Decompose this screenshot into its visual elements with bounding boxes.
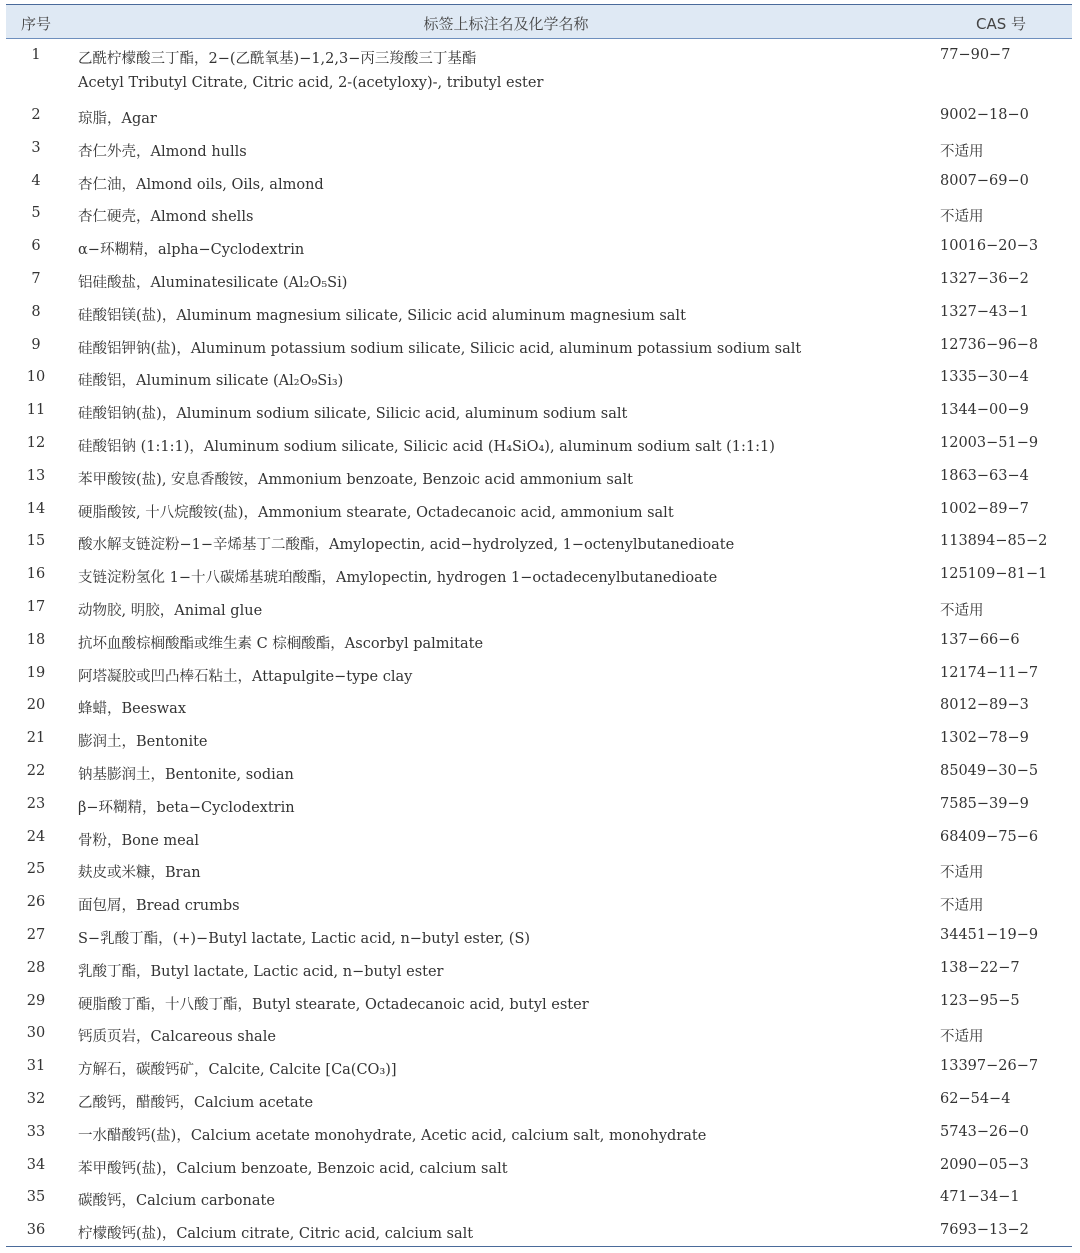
row-cas: 不适用: [940, 209, 984, 226]
row-number: 22: [26, 762, 46, 779]
row-name: 铝硅酸盐，Aluminatesilicate (Al₂O₅Si): [78, 274, 348, 291]
row-cas: 125109−81−1: [940, 566, 1048, 583]
row-number: 30: [26, 1025, 46, 1042]
row-cas: 123−95−5: [940, 992, 1020, 1009]
row-number: 12: [26, 434, 46, 451]
row-number: 8: [31, 303, 41, 320]
row-number: 7: [31, 270, 41, 287]
table-row: [6, 853, 1072, 886]
row-name: 乙酰柠檬酸三丁酯，2−(乙酰氧基)−1,2,3−丙三羧酸三丁基酯: [78, 51, 477, 67]
row-cas: 12003−51−9: [940, 434, 1039, 451]
table-row: [6, 361, 1072, 394]
header-cas: CAS 号: [975, 15, 1027, 33]
table-row: [6, 263, 1072, 296]
table-row: [6, 1149, 1072, 1182]
table-row: [6, 1050, 1072, 1083]
row-number: 23: [26, 795, 46, 812]
row-name: 钙质页岩，Calcareous shale: [78, 1029, 276, 1046]
row-cas: 不适用: [940, 898, 984, 915]
table-row: [6, 624, 1072, 657]
row-number: 9: [31, 336, 41, 353]
table-row: [6, 1214, 1072, 1247]
row-cas: 不适用: [940, 1029, 984, 1046]
row-cas: 不适用: [940, 143, 984, 160]
row-name: 面包屑，Bread crumbs: [78, 898, 240, 915]
row-cas: 77−90−7: [940, 47, 1011, 63]
row-cas: 5743−26−0: [940, 1123, 1029, 1140]
table-row: [6, 886, 1072, 919]
row-number: 13: [26, 467, 46, 484]
row-number: 25: [26, 861, 46, 878]
row-cas: 471−34−1: [940, 1189, 1020, 1206]
row-name: 乳酸丁酯，Butyl lactate, Lactic acid, n−butyl ester: [78, 963, 444, 980]
table-row: [6, 525, 1072, 558]
row-number: 5: [31, 205, 41, 222]
table-row: [6, 39, 1072, 99]
table-row: [6, 132, 1072, 165]
table-row: [6, 919, 1072, 952]
table-row: [6, 1181, 1072, 1214]
row-number: 14: [26, 500, 46, 517]
row-cas: 不适用: [940, 602, 984, 619]
table-row: [6, 755, 1072, 788]
row-name: 碳酸钙，Calcium carbonate: [78, 1193, 275, 1210]
row-cas: 1302−78−9: [940, 730, 1029, 747]
table-row: [6, 788, 1072, 821]
row-name: 阿塔凝胶或凹凸棒石粘土，Attapulgite−type clay: [78, 668, 413, 685]
table-row: [6, 1083, 1072, 1116]
row-name: 杏仁硬壳，Almond shells: [78, 209, 254, 226]
table-row: [6, 230, 1072, 263]
row-name: 抗坏血酸棕榈酸酯或维生素 C 棕榈酸酯，Ascorbyl palmitate: [78, 635, 484, 652]
row-cas: 85049−30−5: [940, 762, 1039, 779]
row-number: 6: [31, 238, 41, 255]
row-name: 动物胶, 明胶，Animal glue: [78, 602, 263, 619]
row-number: 35: [26, 1189, 46, 1206]
row-cas: 8012−89−3: [940, 697, 1029, 714]
row-name: 硬脂酸丁酯，十八酸丁酯，Butyl stearate, Octadecanoic acid, butyl ester: [78, 996, 589, 1013]
table-header: [6, 4, 1072, 39]
row-name: 麸皮或米糠，Bran: [78, 865, 201, 882]
table-body: [6, 39, 1072, 1247]
table-row: [6, 296, 1072, 329]
row-name: 硅酸铝钠 (1:1:1)，Aluminum sodium silicate, Silicic acid (H₄SiO₄), aluminum sodium salt (1:1:1): [78, 438, 775, 455]
row-cas: 1863−63−4: [940, 467, 1029, 484]
row-name: 硅酸铝钠(盐)，Aluminum sodium silicate, Silicic acid, aluminum sodium salt: [78, 406, 628, 423]
row-number: 24: [26, 828, 46, 845]
row-cas: 137−66−6: [940, 631, 1020, 648]
header-name: 标签上标注名及化学名称: [423, 15, 589, 33]
table-row: [6, 689, 1072, 722]
row-cas: 1335−30−4: [940, 369, 1029, 386]
row-cas: 68409−75−6: [940, 828, 1039, 845]
row-cas: 8007−69−0: [940, 172, 1029, 189]
row-cas: 12174−11−7: [940, 664, 1039, 681]
row-name: 硅酸铝，Aluminum silicate (Al₂O₉Si₃): [78, 373, 344, 390]
row-cas: 10016−20−3: [940, 238, 1039, 255]
row-cas: 138−22−7: [940, 959, 1020, 976]
row-cas: 2090−05−3: [940, 1156, 1029, 1173]
row-name-english: Acetyl Tributyl Citrate, Citric acid, 2-(acetyloxy)-, tributyl ester: [78, 75, 544, 91]
row-name: 骨粉，Bone meal: [78, 832, 200, 849]
row-name: 苯甲酸铵(盐), 安息香酸铵，Ammonium benzoate, Benzoic acid ammonium salt: [78, 471, 633, 488]
row-cas: 1344−00−9: [940, 402, 1029, 419]
row-number: 36: [26, 1222, 46, 1239]
row-name: 一水醋酸钙(盐)，Calcium acetate monohydrate, Acetic acid, calcium salt, monohydrate: [78, 1127, 707, 1144]
table-row: [6, 493, 1072, 526]
table-row: [6, 1116, 1072, 1149]
row-name: 膨润土，Bentonite: [78, 734, 208, 751]
row-cas: 1327−36−2: [940, 270, 1029, 287]
table-row: [6, 394, 1072, 427]
table-row: [6, 329, 1072, 362]
row-name: 乙酸钙，醋酸钙，Calcium acetate: [78, 1094, 314, 1111]
row-number: 33: [26, 1123, 46, 1140]
table-row: [6, 952, 1072, 985]
row-cas: 62−54−4: [940, 1090, 1011, 1107]
table-row: [6, 427, 1072, 460]
row-cas: 1327−43−1: [940, 303, 1029, 320]
table-row: [6, 460, 1072, 493]
ingredient-table: [6, 4, 1072, 1247]
row-cas: 12736−96−8: [940, 336, 1039, 353]
row-name: 苯甲酸钙(盐)，Calcium benzoate, Benzoic acid, calcium salt: [78, 1160, 508, 1177]
row-cas: 9002−18−0: [940, 107, 1029, 123]
row-cas: 不适用: [940, 865, 984, 882]
row-name: 方解石，碳酸钙矿，Calcite, Calcite [Ca(CO₃)]: [78, 1062, 397, 1079]
header-no: 序号: [20, 15, 51, 33]
row-name: 支链淀粉氢化 1−十八碳烯基琥珀酸酯，Amylopectin, hydrogen 1−octadecenylbutanedioate: [78, 570, 718, 587]
row-number: 15: [26, 533, 46, 550]
row-number: 18: [26, 631, 46, 648]
row-number: 26: [26, 894, 46, 911]
row-number: 31: [26, 1058, 46, 1075]
row-cas: 7585−39−9: [940, 795, 1029, 812]
table-row: [6, 821, 1072, 854]
row-cas: 1002−89−7: [940, 500, 1029, 517]
row-name: 硅酸铝钾钠(盐)，Aluminum potassium sodium silicate, Silicic acid, aluminum potassium sodium salt: [78, 340, 802, 357]
row-number: 3: [31, 139, 41, 156]
row-number: 4: [31, 172, 41, 189]
row-name: 蜂蜡，Beeswax: [78, 701, 186, 718]
row-number: 11: [26, 402, 46, 419]
row-number: 21: [26, 730, 46, 747]
table-row: [6, 985, 1072, 1018]
row-number: 27: [26, 926, 46, 943]
row-number: 29: [26, 992, 46, 1009]
row-name: 硅酸铝镁(盐)，Aluminum magnesium silicate, Silicic acid aluminum magnesium salt: [78, 307, 686, 324]
row-cas: 13397−26−7: [940, 1058, 1039, 1075]
table-row: [6, 165, 1072, 198]
table-row: [6, 722, 1072, 755]
row-name: 杏仁外壳，Almond hulls: [78, 143, 247, 160]
row-cas: 113894−85−2: [940, 533, 1048, 550]
table-row: [6, 99, 1072, 132]
row-number: 34: [26, 1156, 46, 1173]
row-number: 32: [26, 1090, 46, 1107]
row-number: 17: [26, 598, 46, 615]
row-number: 19: [26, 664, 46, 681]
table-row: [6, 1017, 1072, 1050]
table-row: [6, 558, 1072, 591]
row-name: 酸水解支链淀粉−1−辛烯基丁二酸酯，Amylopectin, acid−hydrolyzed, 1−octenylbutanedioate: [78, 537, 735, 554]
row-name: 硬脂酸铵, 十八烷酸铵(盐)，Ammonium stearate, Octadecanoic acid, ammonium salt: [78, 504, 674, 521]
row-number: 1: [31, 47, 41, 63]
row-number: 10: [26, 369, 46, 386]
row-cas: 7693−13−2: [940, 1222, 1029, 1239]
table-row: [6, 657, 1072, 690]
row-name: β−环糊精，beta−Cyclodextrin: [78, 799, 295, 816]
table-row: [6, 197, 1072, 230]
row-name: S−乳酸丁酯，(+)−Butyl lactate, Lactic acid, n−butyl ester, (S): [78, 930, 531, 947]
row-name: 钠基膨润土，Bentonite, sodian: [78, 766, 294, 783]
table-bottom-rule: [6, 1246, 1072, 1247]
row-cas: 34451−19−9: [940, 926, 1039, 943]
row-name: 柠檬酸钙(盐)，Calcium citrate, Citric acid, calcium salt: [78, 1226, 474, 1243]
row-name: 琼脂，Agar: [78, 111, 157, 127]
row-number: 28: [26, 959, 46, 976]
row-name: 杏仁油，Almond oils, Oils, almond: [78, 176, 324, 193]
table-row: [6, 591, 1072, 624]
row-number: 16: [26, 566, 46, 583]
row-number: 20: [26, 697, 46, 714]
row-name: α−环糊精，alpha−Cyclodextrin: [78, 242, 305, 259]
row-number: 2: [31, 107, 41, 123]
